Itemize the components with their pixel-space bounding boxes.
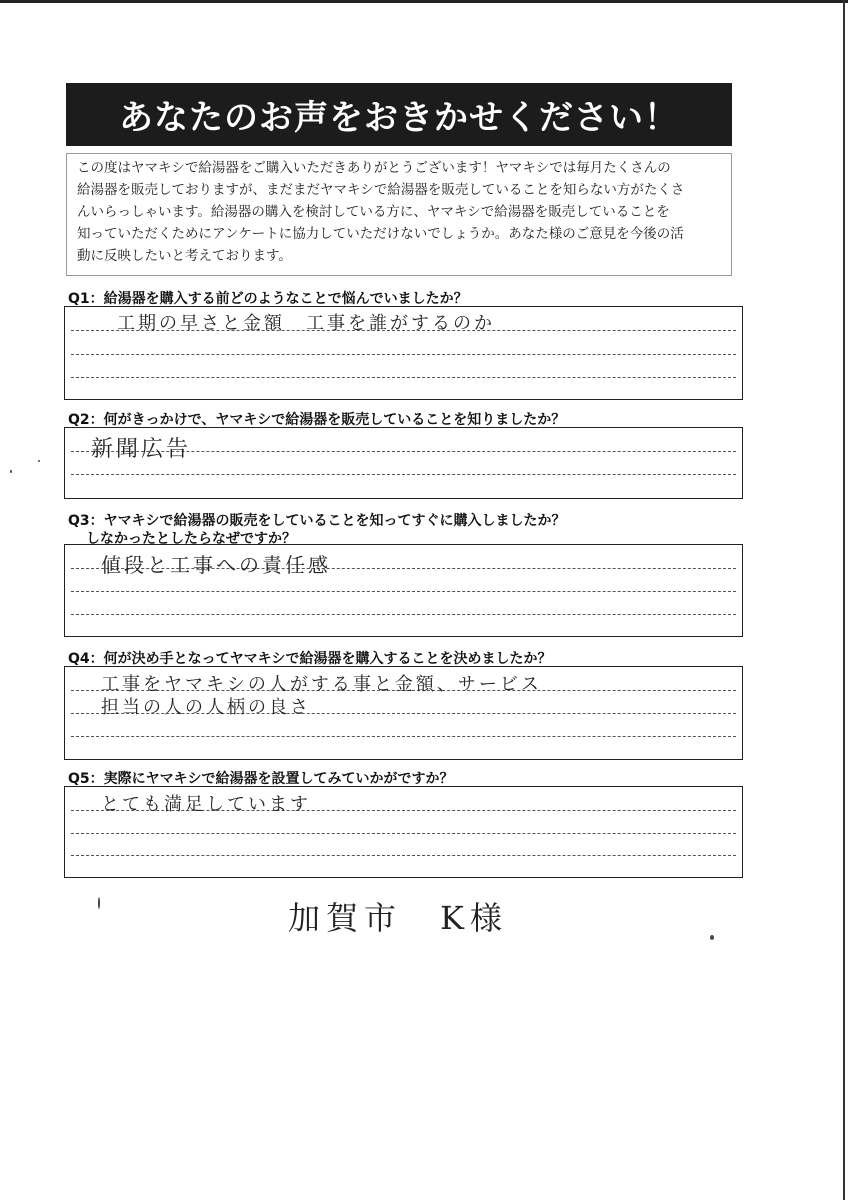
intro-line: んいらっしゃいます。給湯器の購入を検討している方に、ヤマキシで給湯器を販売していることを [77, 204, 670, 220]
answer-line [71, 377, 736, 378]
answer-4-handwriting-line-1: 工事をヤマキシの人がする事と金額、サービス [101, 674, 542, 695]
question-2-text: Q2：何がきっかけで、ヤマキシで給湯器を販売していることを知りましたか？ [68, 412, 566, 428]
customer-signature: 加賀市 K様 [288, 899, 508, 937]
question-5-text: Q5：実際にヤマキシで給湯器を設置してみていかがですか？ [68, 771, 454, 787]
answer-line [71, 833, 736, 834]
answer-line [71, 736, 736, 737]
answer-3-handwriting: 値段と工事への責任感 [101, 553, 331, 577]
question-3-subtext: しなかったとしたらなぜですか？ [86, 531, 296, 547]
answer-line [71, 855, 736, 856]
question-3-text: Q3：ヤマキシで給湯器の販売をしていることを知ってすぐに購入しましたか？ [68, 513, 566, 529]
answer-2-box[interactable] [64, 427, 743, 499]
intro-box [66, 153, 732, 276]
answer-4-box[interactable] [64, 666, 743, 760]
answer-line [71, 354, 736, 355]
page-top-border [0, 0, 848, 3]
intro-line: 動に反映したいと考えております。 [77, 248, 292, 264]
page-right-border [843, 0, 845, 1200]
answer-5-handwriting: とても満足しています [101, 794, 311, 815]
scan-speck [710, 935, 714, 940]
answer-3-box[interactable] [64, 544, 743, 637]
answer-line [71, 474, 736, 475]
scan-speck [98, 897, 100, 909]
answer-1-handwriting: 工期の早さと金額 工事を誰がするのか [117, 313, 495, 334]
scan-speck [10, 470, 12, 473]
survey-title: あなたのお声をおきかせください！ [119, 98, 679, 138]
answer-line [71, 591, 736, 592]
question-4-text: Q4：何が決め手となってヤマキシで給湯器を購入することを決めましたか？ [68, 651, 552, 667]
intro-line: 給湯器を販売しておりますが、まだまだヤマキシで給湯器を販売していることを知らない方がたくさ [77, 182, 685, 198]
answer-line [71, 614, 736, 615]
answer-5-box[interactable] [64, 786, 743, 878]
question-3-label [68, 512, 566, 548]
scan-speck [38, 460, 40, 462]
intro-line: 知っていただくためにアンケートに協力していただけないでしょうか。あなた様のご意見を今後の活 [77, 226, 684, 242]
survey-title-banner [66, 83, 732, 146]
answer-1-box[interactable] [64, 306, 743, 400]
answer-2-handwriting: 新聞広告 [91, 437, 192, 462]
answer-4-handwriting-line-2: 担当の人の人柄の良さ [101, 697, 311, 718]
question-1-text: Q1：給湯器を購入する前どのようなことで悩んでいましたか？ [68, 291, 468, 307]
intro-line: この度はヤマキシで給湯器をご購入いただきありがとうございます！ヤマキシでは毎月たくさんの [77, 160, 671, 176]
